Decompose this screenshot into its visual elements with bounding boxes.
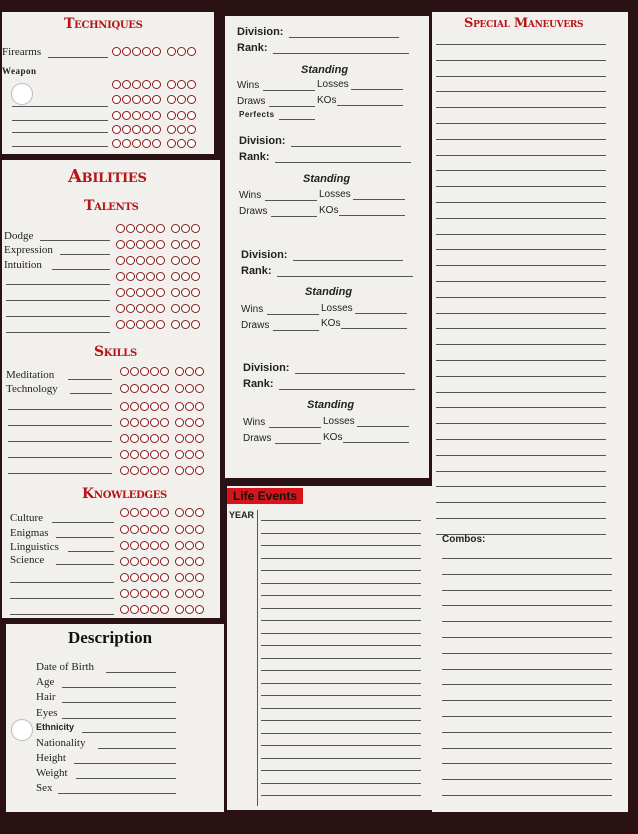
special-maneuvers-panel <box>432 12 628 812</box>
division-label: Division: <box>243 362 290 374</box>
desc-line-weight[interactable] <box>76 778 176 779</box>
knowledge-line[interactable] <box>10 582 114 583</box>
life-event-line[interactable] <box>261 633 421 634</box>
combo-line[interactable] <box>442 795 612 796</box>
desc-label-nationality: Nationality <box>36 737 86 749</box>
skill-line[interactable] <box>70 393 112 394</box>
skill-line[interactable] <box>8 473 112 474</box>
losses-line[interactable] <box>357 426 409 427</box>
life-event-line[interactable] <box>261 533 421 534</box>
combo-line[interactable] <box>442 748 612 749</box>
technique-dots[interactable] <box>112 139 196 150</box>
desc-line-ethnicity[interactable] <box>82 732 176 733</box>
knowledges-title: Knowledges <box>82 486 167 502</box>
rank-label: Rank: <box>237 42 268 54</box>
losses-label: Losses <box>319 189 351 200</box>
combo-line[interactable] <box>442 605 612 606</box>
technique-line[interactable] <box>12 106 108 107</box>
technique-dots[interactable] <box>112 80 196 91</box>
wins-label: Wins <box>239 190 262 201</box>
talent-dots[interactable] <box>116 304 200 315</box>
special-maneuver-line[interactable] <box>436 471 606 472</box>
skills-title: Skills <box>94 344 137 360</box>
desc-line-hair[interactable] <box>62 702 176 703</box>
special-maneuver-line[interactable] <box>436 155 606 156</box>
knowledge-dots[interactable] <box>120 525 204 536</box>
technique-line[interactable] <box>12 132 108 133</box>
perfects-label: Perfects <box>239 110 275 119</box>
technique-line[interactable] <box>48 57 108 58</box>
special-maneuver-line[interactable] <box>436 328 606 329</box>
desc-label-ethnicity: Ethnicity <box>36 722 75 732</box>
life-event-line[interactable] <box>261 620 421 621</box>
losses-line[interactable] <box>353 199 405 200</box>
rank-line[interactable] <box>279 389 415 390</box>
wins-label: Wins <box>243 417 266 428</box>
special-maneuver-line[interactable] <box>436 455 606 456</box>
technique-line[interactable] <box>12 146 108 147</box>
desc-line-sex[interactable] <box>58 793 176 794</box>
special-maneuver-line[interactable] <box>436 107 606 108</box>
losses-label: Losses <box>317 79 349 90</box>
special-maneuver-line[interactable] <box>436 423 606 424</box>
special-maneuver-line[interactable] <box>436 186 606 187</box>
talent-dots[interactable] <box>116 240 200 251</box>
combos-label: Combos: <box>442 534 486 545</box>
skill-dots[interactable] <box>120 367 204 378</box>
desc-label-eyes: Eyes <box>36 707 58 719</box>
talent-line[interactable] <box>6 332 110 333</box>
knowledge-label-science: Science <box>10 554 45 566</box>
special-maneuver-line[interactable] <box>436 139 606 140</box>
skill-dots[interactable] <box>120 434 204 445</box>
knowledge-line[interactable] <box>68 551 114 552</box>
division-line[interactable] <box>293 260 403 261</box>
talent-dots[interactable] <box>116 320 200 331</box>
special-maneuver-line[interactable] <box>436 439 606 440</box>
life-event-line[interactable] <box>261 520 421 521</box>
special-maneuver-line[interactable] <box>436 44 606 45</box>
special-maneuver-line[interactable] <box>436 281 606 282</box>
technique-dots[interactable] <box>112 95 196 106</box>
life-event-line[interactable] <box>261 658 421 659</box>
description-panel <box>6 624 224 812</box>
life-event-line[interactable] <box>261 545 421 546</box>
special-maneuver-line[interactable] <box>436 376 606 377</box>
special-maneuvers-title: Special Maneuvers <box>464 16 584 31</box>
combo-line[interactable] <box>442 637 612 638</box>
talent-dots[interactable] <box>116 288 200 299</box>
technique-label-firearms: Firearms <box>2 46 42 58</box>
talent-line[interactable] <box>52 269 110 270</box>
combo-line[interactable] <box>442 763 612 764</box>
knowledge-line[interactable] <box>52 522 114 523</box>
draws-line[interactable] <box>273 330 319 331</box>
division-label: Division: <box>237 26 284 38</box>
life-event-line[interactable] <box>261 733 421 734</box>
talents-title: Talents <box>84 198 139 214</box>
desc-label-age: Age <box>36 676 55 688</box>
special-maneuver-line[interactable] <box>436 486 606 487</box>
desc-label-sex: Sex <box>36 782 53 794</box>
kos-label: KOs <box>321 318 341 329</box>
life-event-line[interactable] <box>261 795 421 796</box>
division-label: Division: <box>241 249 288 261</box>
combo-line[interactable] <box>442 653 612 654</box>
standing-label: Standing <box>303 173 351 185</box>
rank-line[interactable] <box>273 53 409 54</box>
technique-label-weapon: Weapon <box>2 66 37 76</box>
life-event-line[interactable] <box>261 683 421 684</box>
division-line[interactable] <box>291 146 401 147</box>
life-event-line[interactable] <box>261 570 421 571</box>
division-line[interactable] <box>289 37 399 38</box>
binder-hole <box>12 84 32 104</box>
life-event-line[interactable] <box>261 708 421 709</box>
rank-line[interactable] <box>275 162 411 163</box>
technique-dots[interactable] <box>112 111 196 122</box>
special-maneuver-line[interactable] <box>436 123 606 124</box>
knowledge-label-enigmas: Enigmas <box>10 527 49 539</box>
life-event-line[interactable] <box>261 783 421 784</box>
knowledge-dots[interactable] <box>120 589 204 600</box>
wins-label: Wins <box>237 80 260 91</box>
combo-line[interactable] <box>442 700 612 701</box>
desc-line-height[interactable] <box>74 763 176 764</box>
abilities-title: Abilities <box>68 166 147 187</box>
special-maneuver-line[interactable] <box>436 313 606 314</box>
combo-line[interactable] <box>442 621 612 622</box>
combo-line[interactable] <box>442 716 612 717</box>
special-maneuver-line[interactable] <box>436 344 606 345</box>
skill-line[interactable] <box>8 409 112 410</box>
kos-label: KOs <box>323 432 343 443</box>
knowledge-line[interactable] <box>56 537 114 538</box>
technique-dots[interactable] <box>112 47 196 58</box>
description-title: Description <box>68 628 153 647</box>
desc-line-nationality[interactable] <box>98 748 176 749</box>
draws-label: Draws <box>237 96 266 107</box>
losses-label: Losses <box>323 416 355 427</box>
skill-dots[interactable] <box>120 450 204 461</box>
life-events-title: Life Events <box>227 488 303 504</box>
rank-label: Rank: <box>243 378 274 390</box>
rank-line[interactable] <box>277 276 413 277</box>
special-maneuver-line[interactable] <box>436 407 606 408</box>
kos-line[interactable] <box>339 215 405 216</box>
draws-label: Draws <box>243 433 272 444</box>
standing-label: Standing <box>307 399 355 411</box>
desc-label-hair: Hair <box>36 691 56 703</box>
draws-label: Draws <box>239 206 268 217</box>
draws-line[interactable] <box>271 216 317 217</box>
skill-label-technology: Technology <box>6 383 58 395</box>
knowledge-line[interactable] <box>10 614 114 615</box>
losses-line[interactable] <box>351 89 403 90</box>
combo-line[interactable] <box>442 590 612 591</box>
life-event-line[interactable] <box>261 608 421 609</box>
special-maneuver-line[interactable] <box>436 502 606 503</box>
talent-dots[interactable] <box>116 256 200 267</box>
wins-line[interactable] <box>263 90 315 91</box>
techniques-title: Techniques <box>64 16 143 32</box>
knowledge-dots[interactable] <box>120 508 204 519</box>
special-maneuver-line[interactable] <box>436 218 606 219</box>
skill-line[interactable] <box>8 425 112 426</box>
talent-line[interactable] <box>6 316 110 317</box>
skill-line[interactable] <box>8 441 112 442</box>
life-event-line[interactable] <box>261 758 421 759</box>
knowledge-label-culture: Culture <box>10 512 43 524</box>
talent-dots[interactable] <box>116 272 200 283</box>
talent-label-expression: Expression <box>4 244 53 256</box>
life-event-line[interactable] <box>261 595 421 596</box>
special-maneuver-line[interactable] <box>436 234 606 235</box>
life-event-line[interactable] <box>261 670 421 671</box>
knowledge-line[interactable] <box>56 564 114 565</box>
rank-label: Rank: <box>239 151 270 163</box>
special-maneuver-line[interactable] <box>436 76 606 77</box>
life-events-panel <box>227 486 435 810</box>
combo-line[interactable] <box>442 732 612 733</box>
desc-line-dob[interactable] <box>106 672 176 673</box>
life-event-line[interactable] <box>261 695 421 696</box>
special-maneuver-line[interactable] <box>436 249 606 250</box>
skill-dots[interactable] <box>120 384 204 395</box>
kos-line[interactable] <box>343 442 409 443</box>
perfects-line[interactable] <box>279 119 315 120</box>
skill-dots[interactable] <box>120 466 204 477</box>
kos-label: KOs <box>319 205 339 216</box>
draws-line[interactable] <box>269 106 315 107</box>
life-event-line[interactable] <box>261 745 421 746</box>
year-column-divider <box>257 510 258 806</box>
special-maneuver-line[interactable] <box>436 297 606 298</box>
special-maneuver-line[interactable] <box>436 91 606 92</box>
year-label: YEAR <box>229 510 255 520</box>
special-maneuver-line[interactable] <box>436 392 606 393</box>
losses-label: Losses <box>321 303 353 314</box>
talent-line[interactable] <box>6 284 110 285</box>
desc-label-height: Height <box>36 752 66 764</box>
knowledge-dots[interactable] <box>120 573 204 584</box>
technique-line[interactable] <box>12 120 108 121</box>
wins-label: Wins <box>241 304 264 315</box>
wins-line[interactable] <box>267 314 319 315</box>
knowledge-dots[interactable] <box>120 541 204 552</box>
combo-line[interactable] <box>442 684 612 685</box>
knowledge-dots[interactable] <box>120 557 204 568</box>
special-maneuver-line[interactable] <box>436 360 606 361</box>
skill-line[interactable] <box>8 457 112 458</box>
kos-line[interactable] <box>337 105 403 106</box>
talent-dots[interactable] <box>116 224 200 235</box>
division-line[interactable] <box>295 373 405 374</box>
technique-dots[interactable] <box>112 125 196 136</box>
kos-line[interactable] <box>341 328 407 329</box>
talent-line[interactable] <box>40 240 110 241</box>
talent-line[interactable] <box>6 300 110 301</box>
knowledge-line[interactable] <box>10 598 114 599</box>
life-event-line[interactable] <box>261 770 421 771</box>
draws-line[interactable] <box>275 443 321 444</box>
draws-label: Draws <box>241 320 270 331</box>
talent-line[interactable] <box>60 254 110 255</box>
combo-line[interactable] <box>442 779 612 780</box>
life-event-line[interactable] <box>261 583 421 584</box>
losses-line[interactable] <box>355 313 407 314</box>
special-maneuver-line[interactable] <box>436 202 606 203</box>
special-maneuver-line[interactable] <box>436 265 606 266</box>
skill-dots[interactable] <box>120 402 204 413</box>
combo-line[interactable] <box>442 574 612 575</box>
life-event-line[interactable] <box>261 645 421 646</box>
talent-label-intuition: Intuition <box>4 259 42 271</box>
kos-label: KOs <box>317 95 337 106</box>
desc-line-age[interactable] <box>62 687 176 688</box>
desc-line-eyes[interactable] <box>62 718 176 719</box>
skill-label-meditation: Meditation <box>6 369 55 381</box>
special-maneuver-line[interactable] <box>436 518 606 519</box>
rank-label: Rank: <box>241 265 272 277</box>
abilities-panel <box>2 160 220 618</box>
desc-label-dob: Date of Birth <box>36 661 95 673</box>
knowledge-label-linguistics: Linguistics <box>10 541 59 553</box>
standing-label: Standing <box>305 286 353 298</box>
talent-label-dodge: Dodge <box>4 230 34 242</box>
techniques-panel <box>2 12 214 154</box>
division-label: Division: <box>239 135 286 147</box>
special-maneuver-line[interactable] <box>436 170 606 171</box>
combo-line[interactable] <box>442 558 612 559</box>
knowledge-dots[interactable] <box>120 605 204 616</box>
wins-line[interactable] <box>269 427 321 428</box>
standings-panel <box>225 16 429 478</box>
life-event-line[interactable] <box>261 558 421 559</box>
skill-line[interactable] <box>68 379 112 380</box>
binder-hole <box>12 720 32 740</box>
desc-label-weight: Weight <box>36 767 68 779</box>
life-event-line[interactable] <box>261 720 421 721</box>
skill-dots[interactable] <box>120 418 204 429</box>
combo-line[interactable] <box>442 669 612 670</box>
wins-line[interactable] <box>265 200 317 201</box>
standing-label: Standing <box>301 64 349 76</box>
special-maneuver-line[interactable] <box>436 60 606 61</box>
